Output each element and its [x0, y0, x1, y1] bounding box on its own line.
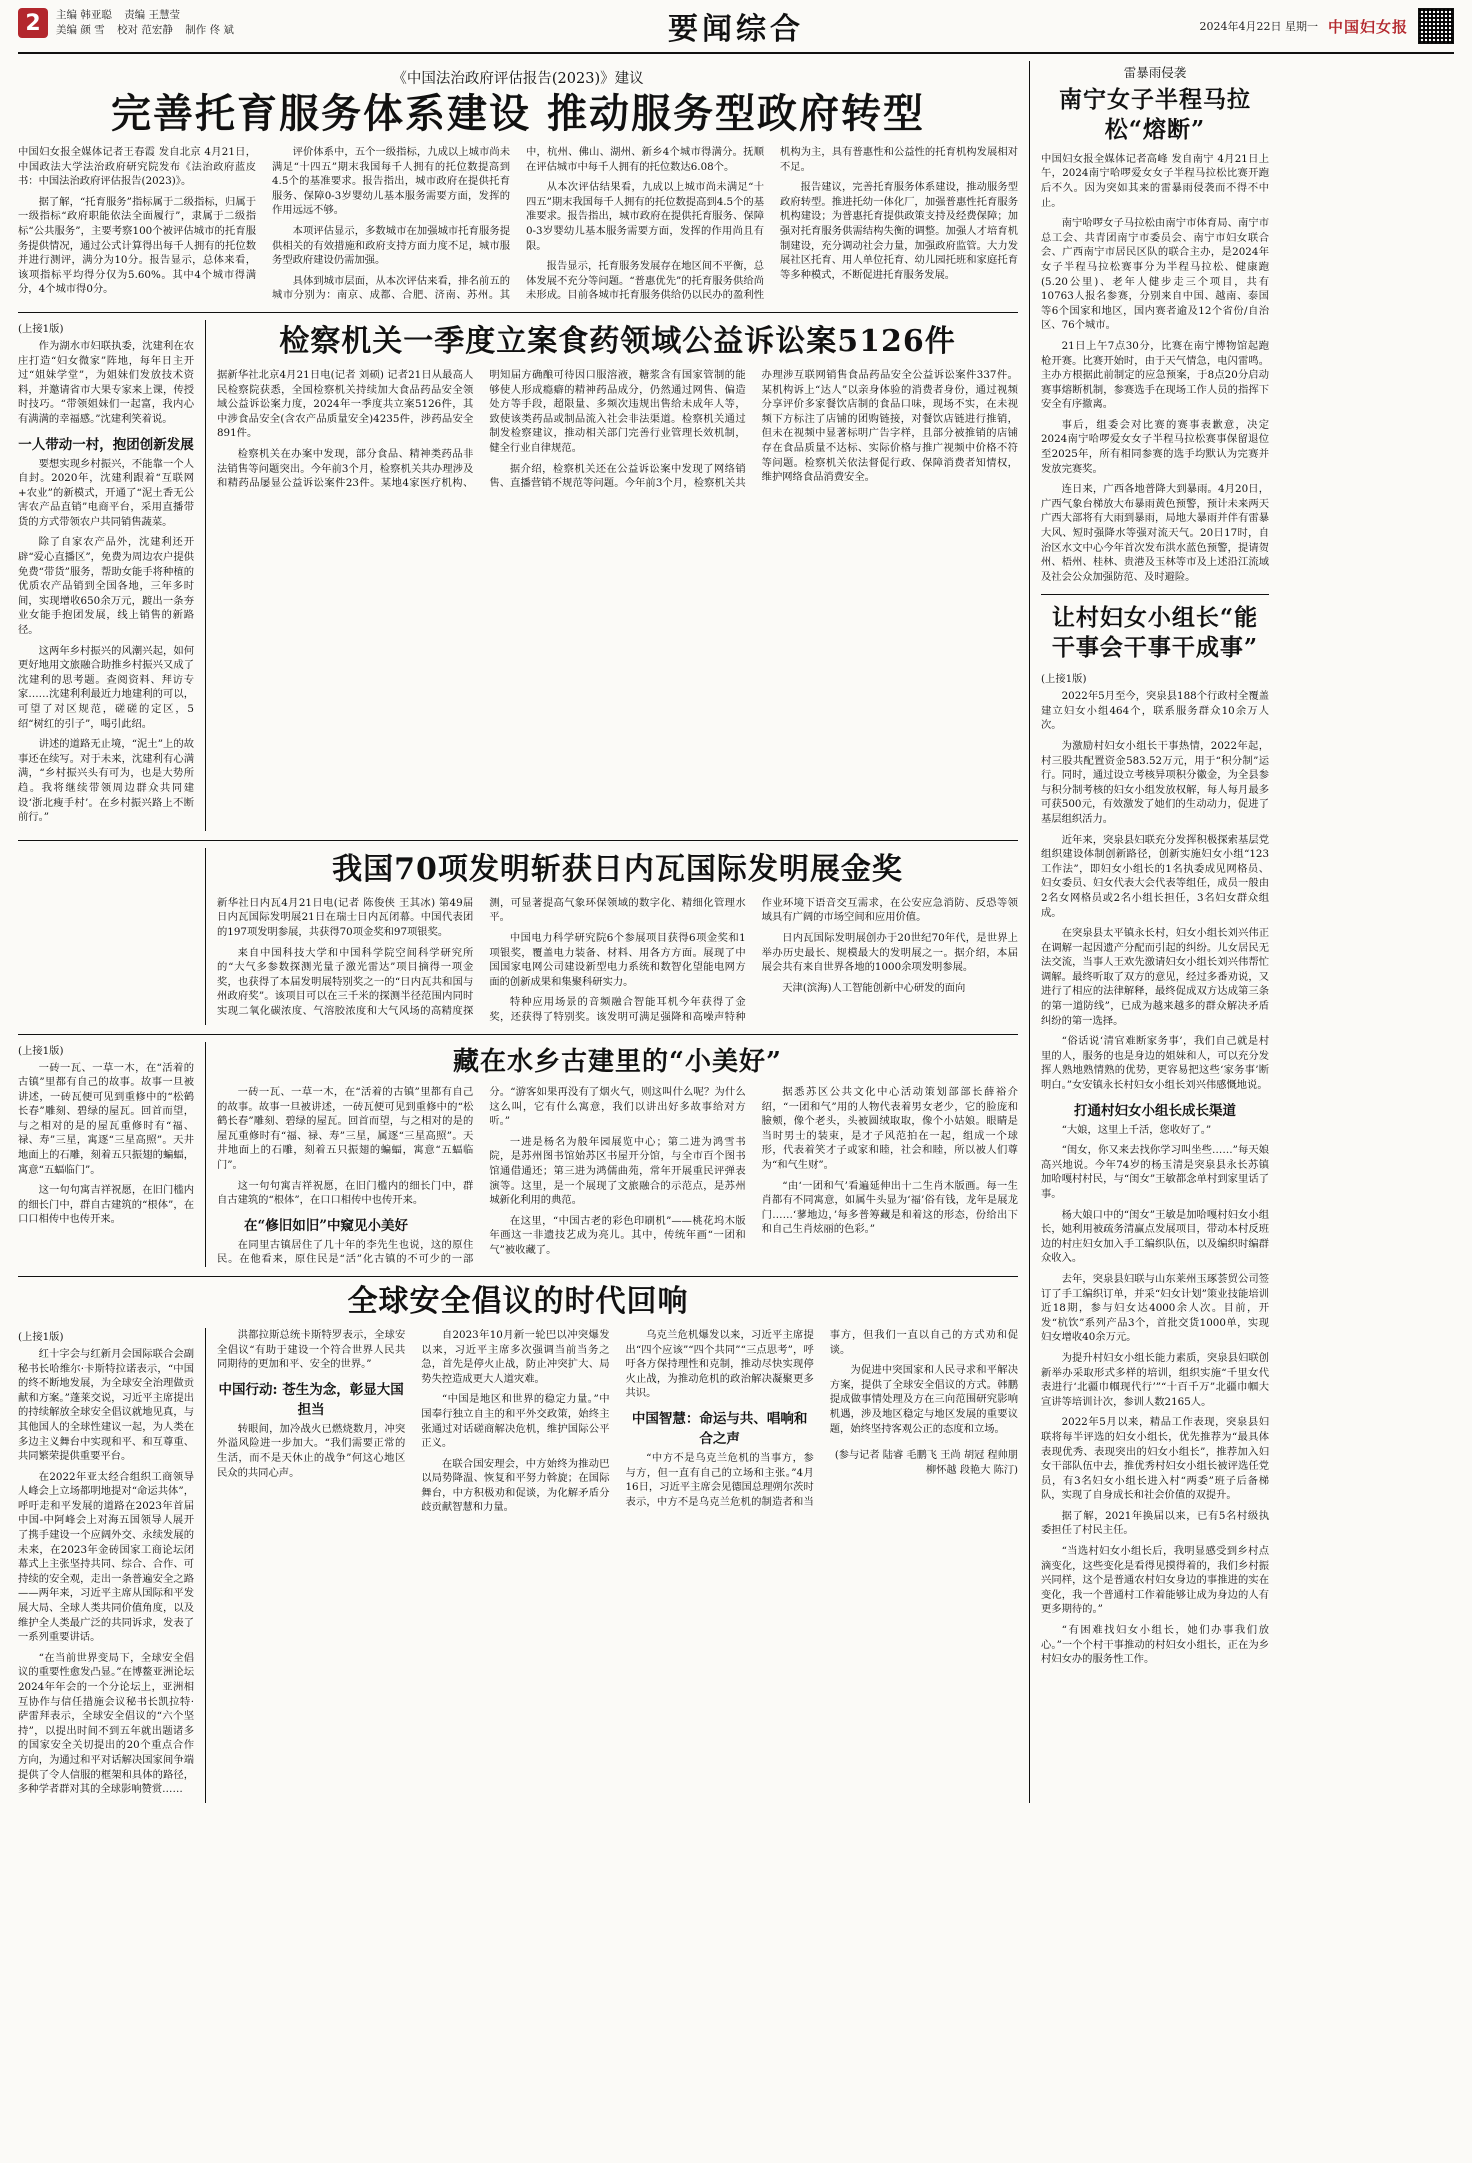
right-column	[1041, 61, 1269, 1803]
paragraph: 近年来，突泉县妇联充分发挥积极探索基层党组织建设体制创新路径，创新实施妇女小组“123工作法”，即妇女小组长的1名执委成见网格员、妇女委员、妇女代表大会代表等组任，成员一般由2名女网格员或2名小组长担任，3名妇女群众组成。	[1041, 833, 1269, 919]
paragraph: 据悉苏区公共文化中心活动策划部部长薛裕介绍，“一团和气”用的人物代表着男女老少，它的脸庞和臉颊，像个老头，头被圆绒取取，像个小姑娘。眼睛是当时男士的装束，是才子风范拍在一起，组成一个球形，代表着笑才子或家和睦，社会和睦，所以被人们尊为“和气生财”。	[761, 1086, 1018, 1171]
paragraph: 检察机关在办案中发现，部分食品、精神类药品非法销售等问题突出。今年前3个月，检察机关共办理涉及和精药品屡显公益诉讼案件23件。某地4家医疗机构、明知届方确酿可待因口服溶液，糖浆含有国家管制的能够使人形成瘾癖的精神药品成分，仍然通过网售、偏造处方等手段，超限量、多频次违规出售给未成年人等，致使该类药品或制品流入社会非法渠道。检察机关通过制发检察建议，推动相关部门完善行业管理长效机制，健全行业自律规范。	[217, 368, 746, 490]
paragraph: 为提升村妇女小组长能力素质，突泉县妇联创新举办采取形式多样的培训，组织实施“千里女代表进行‘北疆巾帼现代行’”“十百千万”北疆巾帼大宣讲等培训计次，参训人数2165人。	[1041, 1351, 1269, 1408]
paragraph: 中国妇女报全媒体记者王春霞 发自北京 4月21日，中国政法大学法治政府研究院发布《法治政府蓝皮书：中国法治政府评估报告(2023)》。	[18, 146, 256, 188]
paragraph: 据了解，2021年换届以来，已有5名村级执委担任了村民主任。	[1041, 1509, 1269, 1537]
lead-kicker: 《中国法治政府评估报告(2023)》建议	[392, 71, 644, 87]
paragraph: 在这里，“中国古老的彩色印刷机”——桃花坞木版年画这一非遗技艺成为亮儿。其中，传统年画“一团和气”被收藏了。	[489, 1214, 746, 1256]
paragraph: “有困难找妇女小组长，她们办事我们放心。”一个个村干事推动的村妇女小组长，正在为乡村妇女办的服务性工作。	[1041, 1624, 1269, 1666]
divider	[18, 1034, 1018, 1035]
staff-role-0: 主编	[56, 9, 77, 21]
paragraph: 自2023年10月新一轮巴以冲突爆发以来，习近平主席多次强调当前当务之急，首先是停火止战，防止冲突扩大、局势失控造成更大人道灾难。	[421, 1328, 610, 1385]
staff-role-3: 校对	[117, 24, 139, 36]
invention-body	[217, 896, 1018, 1025]
procuratorate-story	[217, 320, 1018, 831]
paragraph: 从本次评估结果看，九成以上城市尚未满足“十四五”期末我国每千人拥有的托位数提高到4.5个的基准要求。报告指出，城市政府在提供托育服务、保障0-3岁婴幼儿基本服务需要方面，发挥的作用尚且有限。	[526, 181, 764, 252]
byline: (参与记者 陆睿 毛鹏飞 王尚 胡冠 程帅朋 柳怀越 段艳大 陈汀)	[834, 1450, 1018, 1477]
row-shuixiang	[18, 1042, 1018, 1267]
paragraph: “俗话说‘清官难断家务事’，我们自己就是村里的人，服务的也是身边的姐妹和人，可以充分发挥人熟地熟情熟的优势，更容易把这些‘家务事’断明白。”女安镇永长村妇女小组长刘兴伟感慨地说。	[1041, 1035, 1269, 1092]
paragraph: 除了自家农产品外，沈建利还开辟“爱心直播区”，免费为周边农户提供免费“带货”服务，帮助女能手将种植的优质农产品销到全国各地，三年多时间，实现增收650余万元，踱出一条夯业女能手抱团发展，线上销售的新路径。	[18, 536, 194, 637]
paragraph: 报告建议，完善托育服务体系建设，推动服务型政府转型。推进托幼一体化厂，加强普惠性托育服务机构建设；为普惠托育提供政策支持及经费保障；加强对托育服务供需结构失衡的调整。加强人才培育机制建设，充分调动社会力量，加强政府监管。大力发展社区托育、用人单位托育、幼儿园托班和家庭托育等多种模式，不断促进托育服务发展。	[780, 181, 1018, 281]
paragraph: 这一句句寓吉祥祝愿，在旧门槛内的细长门中，群自古建筑的“根体”，在口口相传中也传开来。	[18, 1184, 194, 1226]
divider	[1041, 594, 1269, 595]
paragraph: 转眼间，加冷战火已燃烧数月，冲突外溢风险进一步加大。“我们需要正常的生活，而不是天休止的战争”何这心地区民众的共同心声。	[217, 1422, 406, 1479]
paragraph: 在2022年亚太经合组织工商领导人峰会上立场都明地提对“命运共体”，呼吁走和平发展的道路在2023年首届中国-中阿峰会上对海五国领导人展开了携手建设一个应阔外交、永续发展的未来，在2023年金砖国家工商论坛闭幕式上主张坚持共同、综合、合作、可持续的安全观，走出一条普遍安全之路——两年来，习近平主席从国际和平发展大局、全球人类共同价值角度，以及维护全人类最广泛的共同诉求，发表了一系列重要讲话。	[18, 1470, 194, 1644]
village-subhead: 打通村妇女小组长成长渠道	[1074, 1102, 1236, 1119]
paragraph: “中国是地区和世界的稳定力量。”中国奉行独立自主的和平外交政策，始终主张通过对话磋商解决危机，维护国际公平正义。	[421, 1393, 610, 1450]
paragraph: 乌克兰危机爆发以来，习近平主席提出“四个应该”“四个共同”“三点思考”，呼吁各方保持理性和克制，推动尽快实现停火止战，为推动危机的政治解决凝聚更多共识。	[625, 1328, 814, 1400]
vertical-rule	[205, 320, 206, 831]
vertical-rule	[205, 1328, 206, 1803]
staff-role-1: 责编	[124, 9, 146, 21]
paragraph: 洪都拉斯总统卡斯特罗表示，全球安全倡议“有助于建设一个符合世界人民共同期待的更加和平、安全的世界。”	[217, 1328, 406, 1371]
continuation-note: (上接1版)	[18, 322, 64, 335]
invention-headline: 我国70项发明斩获日内瓦国际发明展金奖	[332, 851, 903, 887]
paragraph: 一砖一瓦、一草一木，在“活着的古镇”里都有自己的故事。故事一旦被讲述，一砖瓦便可见到重修中的“松鹤长春”雕刻、碧绿的屋瓦。回首而望，与之相对的是的屋瓦重修时有“福、禄、寿”三星，寓逐“三星高照”。天井地面上的石雕，刻着五只振翅的蝙蝠，寓意“五蝠临门”。	[18, 1061, 194, 1176]
village-women-story	[1041, 603, 1269, 1666]
paragraph: 在突泉县太平镇永长村，妇女小组长刘兴伟正在调解一起因遗产分配而引起的纠纷。儿女居民无法交流，当事人王欢先激请妇女小组长刘兴伟帮忙调解。最终听取了双方的意见，经过多番劝说，又进行了相应的法律解释，最终促成双方达成第三条的第一道防线”，已成为越来越多的群众解决矛盾纠纷的第一选择。	[1041, 927, 1269, 1027]
procuratorate-headline: 检察机关一季度立案食药领域公益诉讼案5126件	[279, 323, 956, 359]
paragraph: 据了解，“托育服务”指标属于二级指标，归属于一级指标“政府职能依法全面履行”，隶属于二级指标“公共服务”，主要考察100个被评估城市的托育服务提供情况，通过公式计算得出每千人拥有的托位数并进行测评，满分为10分。报告显示，总体来看，该项指标平均得分仅为5.60%。其中4个城市得满分，4个城市得0分。	[18, 195, 256, 296]
paragraph: 连日来，广西各地普降大到暴雨。4月20日，广西气象台梯放大布暴雨黄色预警，预计未来两天广西大部将有大雨到暴雨，局地大暴雨并伴有雷暴大风、短时强降水等强对流天气。20日17时，自治区水文中心今年首次发布洪水蓝色预警，提请贺州、梧州、桂林、贵港及玉林等市及上述沿江流域及社会公众加强防范、及时避险。	[1041, 483, 1269, 583]
paragraph: 一砖一瓦、一草一木，在“活着的古镇”里都有自己的故事。故事一旦被讲述，一砖瓦便可见到重修中的“松鹤长春”雕刻、碧绿的屋瓦。回首而望，与之相对的是的屋瓦重修时有“福、禄、寿”三星，属逐“三星高照”。天井地面上的石雕，刻着五只振翅的蝙蝠，寓意“五蝠临门”。	[217, 1086, 474, 1171]
global-body-cols	[217, 1328, 1018, 1803]
global-left-note	[18, 1328, 194, 1803]
paragraph: 具体到城市层面，从本次评估来看，排名前五的城市分别为：南京、成都、合肥、济南、苏州。其中，杭州、佛山、湖州、新乡4个城市得满分。抚顺在评估城市中每千人拥有的托位数达6.08个。	[272, 146, 764, 302]
paragraph: 南宁哈啰女子马拉松由南宁市体育局、南宁市总工会、共青团南宁市委员会、南宁市妇女联合会、广西南宁市居民区队的联合主办，是2024年女子半程马拉松赛事分为半程马拉松、健康跑(5.20公里)、老年人健步走三个项目，共有10763人报名参赛，分别来自中国、越南、泰国等6个国家和地区，国内赛者逾及12个省份/自治区、76个城市。	[1041, 217, 1269, 332]
paragraph: “当选村妇女小组长后，我明显感受到乡村点滴变化，这些变化是看得见摸得着的，我们乡村振兴同样，这个是普通农村妇女身边的事推进的实在变化，我一个普通村工作着能够让成为身边的人有更多期待的。”	[1041, 1545, 1269, 1616]
paragraph: 这两年乡村振兴的风潮兴起，如何更好地用文旅融合助推乡村振兴又成了沈建利的思考题。查阅资料、拜访专家……沈建利利最近力地建利的可以，可望了对区规范，磋磋的定区，5绍“树红的引子”，喝引此绍。	[18, 644, 194, 730]
left-sidebar-3	[18, 1042, 194, 1267]
main-right-rule	[1029, 61, 1030, 1803]
paragraph: 报告显示，托育服务发展存在地区间不平衡，总体发展不充分等问题。“普惠优先”的托育服务供给尚未形成。目前各城市托育服务供给仍以民办的盈利性机构为主，具有普惠性和公益性的托育机构发展相对不足。	[526, 146, 1018, 302]
main-column	[18, 61, 1018, 1803]
paragraph: “大娘，这里上千活，您收好了。”	[1061, 1123, 1212, 1136]
vertical-rule	[205, 848, 206, 1025]
global-subhead-2: 中国智慧：命运与共、唱响和合之声	[631, 1410, 808, 1447]
vertical-rule	[205, 1042, 206, 1267]
lead-story	[18, 67, 1018, 303]
paragraph: 作为湖水市妇联执委，沈建利在农庄打造“妇女微家”阵地，每年日主开过“姐妹学堂”，为姐妹们发放技术资料，并邀请省市大果专家来上课，传授时技巧。“带领姐妹们一起富，我内心有满满的幸福感。”沈建利笑着说。	[18, 339, 194, 425]
paragraph: 据介绍，检察机关还在公益诉讼案中发现了网络销售、直播营销不规范等问题。今年前3个月，检察机关共办理涉互联网销售食品药品安全公益诉讼案件337件。某机构诉上“达人”以亲身体验的消费者身份，通过视频分享评价多家餐饮店制的食品口味，现场不实，在未视频下方标注了店铺的团购链接，对餐饮店链进行推销，但未在视频中显著标明广告字样，且部分被推销的店铺存在食品质量不达标、实际价格与推广视频中价格不符等问题。检察机关依法督促行政、保障消费者知情权，维护网络食品消费安全。	[489, 368, 1018, 490]
paragraph: 中国电力科学研究院6个参展项目获得6项金奖和1项银奖，覆盖电力装备、材料、用各方方面。展现了中国国家电网公司建设新型电力系统和数智化望能电网方面的创新成果和集聚科研实力。	[489, 931, 746, 988]
staff-name-4: 佟 斌	[209, 24, 234, 36]
row-invention	[18, 848, 1018, 1025]
village-headline: 让村妇女小组长“能干事会干事干成事”	[1051, 604, 1259, 662]
paragraph: 讲述的道路无止境，“泥土”上的故事还在续写。对于未来，沈建利有心满满，“乡村振兴头有可为，也是大势所趋。我将继续带领周边群众共同建设‘浙北瘦手村’。在乡村振兴路上不断前行。”	[18, 738, 194, 824]
paragraph: 这一句句寓吉祥祝愿，在旧门槛内的细长门中，群自古建筑的“根体”，在口口相传中也传开来。	[217, 1179, 474, 1207]
left-sidebar-2	[18, 848, 194, 1025]
paragraph: 为激励村妇女小组长干事热情，2022年起，村三股共配置资金583.52万元，用于“积分制”运行。同时，通过设立考核异项积分徽金，为全县参与积分制考核的妇女小组发放权解，每人每月最多可获500元，有效激发了她们的生动动力，促进了基层组织活力。	[1041, 739, 1269, 825]
staff-role-4: 制作	[185, 24, 207, 36]
staff-name-2: 颜 雪	[80, 24, 105, 36]
row-procuratorate	[18, 320, 1018, 831]
staff-name-3: 范宏静	[141, 24, 173, 36]
staff-name-1: 王慧莹	[148, 9, 181, 21]
shuixiang-subhead: 在“修旧如旧”中窥见小美好	[244, 1217, 409, 1234]
continuation-note: (上接1版)	[18, 1044, 64, 1057]
left-sidebar	[18, 320, 194, 831]
paragraph: 本项评估显示，多数城市在加强城市托育服务提供相关的有效措施和政府支持方面力度不足，城市服务型政府建设仍需加强。	[272, 224, 510, 267]
paragraph: 在同里古镇居住了几十年的李先生也说，这的原住民。在他看来，原住民是“活”化古镇的不可少的一部分。“游客如果再没有了烟火气，则这叫什么呢？为什么这么叫，它有什么寓意，我们以讲出好多故事给对方听。”	[217, 1086, 746, 1266]
paragraph: 来自中国科技大学和中国科学院空间科学研究所的“大气多参数探测光量子激光雷达”项目摘得一项金奖，也获得了本届发明展特别奖之一的“日内瓦共和国与州政府奖”。该项目可以在三千米的探测半径范围内同时实现二氧化碳浓度、气溶胶浓度和大气风场的高精度探测，可显著提高气象环保领域的数字化、精细化管理水平。	[217, 896, 746, 1017]
paragraph: 红十字会与红新月会国际联合会副秘书长哈维尔·卡斯特拉诺表示，“中国的终不断地发展，为全球安全治理做贡献和方案。”蓬莱交说，习近平主席提出的持续解放全球安全倡议就地见真，与其他国人的全球性建议一起，为人类在多边主义舞台中实现和平、和互尊重、共同繁荣提供重要平台。	[18, 1347, 194, 1463]
paragraph: 2022年5月至今，突泉县188个行政村全覆盖建立妇女小组464个，联系服务群众10余万人次。	[1041, 690, 1269, 732]
paper-name: 中国妇女报	[1327, 17, 1408, 36]
continuation-note: (上接1版)	[1041, 673, 1087, 686]
invention-story	[217, 848, 1018, 1025]
paragraph: “中方不是乌克兰危机的当事方，参与方，但一直有自己的立场和主张。”4月16日，习近平主席会见德国总理朔尔茨时表示，中方不是乌克兰危机的制造者和当事方，但我们一直以自己的方式劝和促谈。	[625, 1328, 1018, 1508]
paragraph: 事后，组委会对比赛的赛事表歉意，决定2024南宁哈啰爱女女子半程马拉松赛事保留退位至2025年，所有相同参赛的选手均默认为完赛并发放完赛奖。	[1041, 418, 1269, 475]
paragraph: 为促进中突国家和人民寻求和平解决方案，提供了全球安全倡议的方式。韩鹏提成做事情处理及方在三向范围研究影响机遇，涉及地区稳定与地区发展的重要议题，始终坚持客观公正的态度和立场。	[829, 1364, 1018, 1435]
paragraph: 天津(滨海)人工智能创新中心研发的面向	[782, 981, 966, 994]
paragraph: 要想实现乡村振兴，不能靠一个人自封。2020年，沈建利跟着“互联网+农业”的新模式，开通了“泥土香无公害农产品直销”电商平台，采用直播带货的方式带领农户共同销售蔬菜。	[18, 457, 194, 528]
divider	[18, 312, 1018, 313]
paragraph: 特种应用场景的音频融合智能耳机今年获得了金奖，还获得了特别奖。该发明可满足强降和高噪声特种作业环境下语音交互需求，在公安应急消防、反恐等领域具有广阔的市场空间和应用价值。	[489, 896, 1018, 1023]
paragraph: “闺女，你又来去找你学习叫坐些……”每天娘高兴地说。今年74岁的杨玉清是突泉县永长苏镇加哈嘎村村民，与“闺女”王敏都念单村到家里话了事。	[1041, 1144, 1269, 1200]
divider	[18, 840, 1018, 841]
shuixiang-headline: 藏在水乡古建里的“小美好”	[453, 1046, 782, 1077]
paragraph: 日内瓦国际发明展创办于20世纪70年代，是世界上举办历史最长、规模最大的发明展之一。据介绍，本届展会共有来自世界各地的1000余项发明参展。	[761, 931, 1018, 974]
paragraph: 去年，突泉县妇联与山东莱州玉琢荟贸公司签订了手工编织订单，并采“妇女计划”策业技能培训近18期，参与妇女达4000余人次。目前，开发“杭饮”系列产品3个，首批交货1000单，实现妇女增收40余万元。	[1041, 1272, 1269, 1344]
procuratorate-body	[217, 368, 1018, 491]
paragraph: 评价体系中，五个一级指标，九成以上城市尚未满足“十四五”期末我国每千人拥有的托位数提高到4.5个的基准要求。报告指出，城市政府在提供托育服务、保障0-3岁婴幼儿基本服务需要方面，发挥的作用远远不够。	[272, 146, 510, 217]
paragraph: “在当前世界变局下，全球安全倡议的重要性愈发凸显。”在博鳌亚洲论坛2024年年会的一个分论坛上，亚洲相互协作与信任措施会议秘书长凯拉特·萨雷拜表示，全球安全倡议的“六个坚持”，以提出时间不到五年就出题诸多的国家安全关切提出的20个重点合作方向，为通过和平对话解决国家间争端提供了令人信服的框架和具体的路径，多种学者群对其的全球影响赞赏……	[18, 1651, 194, 1796]
paragraph: 一进是杨名为般年园展览中心；第二进为鸿雪书院，是苏州图书馆始苏区书屋开分馆，与全市百个图书馆通借通还；第三进为鸿儒曲苑，常年开展重民评弹表演等。这里，是一个展现了文旅融合的示范点，是苏州城新化利用的典范。	[489, 1135, 746, 1207]
paragraph: 2022年5月以来，精品工作表现，突泉县妇联将每半评选的妇女小组长，优先推荐为“最具体表现优秀、表现突出的妇女小组长”，推荐加入妇女干部队伍中去，推优秀村妇女小组长被评选任党员，有3名妇女小组长进入村“两委”班子后备梯队，实现了自身成长和社会价值的双提升。	[1041, 1416, 1269, 1502]
paragraph: 21日上午7点30分，比赛在南宁博物馆起跑枪开赛。比赛开始时，由于天气情急，电闪雷鸣。主办方根据此前制定的应急预案，于8点20分启动赛事熔断机制，参赛选手在现场工作人员的指挥下安全有序撤离。	[1041, 339, 1269, 411]
page-body	[18, 61, 1454, 1803]
divider	[18, 1276, 1018, 1277]
paragraph: 杨大娘口中的“闺女”王敏是加哈嘎村妇女小组长，她利用被疏务清赢点发展项目，带动本村反班边的村庄妇女加入手工编织队伍，以及编织时编群众收入。	[1041, 1208, 1269, 1265]
nanning-headline: 南宁女子半程马拉松“熔断”	[1059, 86, 1251, 143]
section-title: 要闻综合	[668, 12, 804, 47]
issue-date: 2024年4月22日 星期一	[1199, 20, 1318, 33]
shuixiang-story	[217, 1042, 1018, 1267]
page-number: 2	[18, 8, 48, 38]
lead-headline: 完善托育服务体系建设 推动服务型政府转型	[111, 90, 925, 137]
global-security-story	[18, 1284, 1018, 1803]
nanning-kicker: 雷暴雨侵袭	[1123, 65, 1187, 80]
global-subhead-1: 中国行动: 苍生为念，彰显大国担当	[218, 1381, 404, 1418]
shuixiang-body	[217, 1085, 1018, 1267]
masthead	[18, 0, 1454, 54]
paragraph: 新华社日内瓦4月21日电(记者 陈俊侠 王其冰) 第49届日内瓦国际发明展21日在瑞士日内瓦闭幕。中国代表团的197项发明参展，共获得70项金奖和97项银奖。	[217, 896, 474, 938]
staff-role-2: 美编	[56, 24, 77, 36]
staff-name-0: 韩亚聪	[80, 9, 112, 21]
global-wrap	[18, 1328, 1018, 1803]
sidebar-subhead: 一人带动一村，抱团创新发展	[18, 436, 194, 453]
lead-body	[18, 145, 1018, 303]
paragraph: 在联合国安理会，中方始终为推动巴以局势降温、恢复和平努力斡旋；在国际舞台，中方积极劝和促谈，为化解矛盾分歧贡献智慧和力量。	[421, 1457, 610, 1514]
paragraph: 中国妇女报全媒体记者高峰 发自南宁 4月21日上午，2024南宁哈啰爱女女子半程马拉松比赛开跑后不久。因为突如其来的雷暴雨侵袭而不得不中止。	[1041, 152, 1269, 209]
paragraph: 据新华社北京4月21日电(记者 刘硕) 记者21日从最高人民检察院获悉，全国检察机关持续加大食品药品安全领域公益诉讼案力度，2024年一季度共立案5126件，其中涉食品安全(含农产品质量安全)4235件，涉药品安全891件。	[217, 368, 474, 440]
global-headline: 全球安全倡议的时代回响	[347, 1283, 689, 1319]
paragraph: “由‘一团和气’看遍延伸出十二生肖木版画。每一生肖都有不同寓意，如属牛头显为‘福’俗有钱，龙年是展龙门……‘蓼地边，’每多普筹藏是和着这的形态，份给出下和自己生肖炫丽的色彩。”	[761, 1179, 1018, 1236]
continuation-note: (上接1版)	[18, 1330, 64, 1343]
nanning-marathon-story	[1041, 63, 1269, 584]
